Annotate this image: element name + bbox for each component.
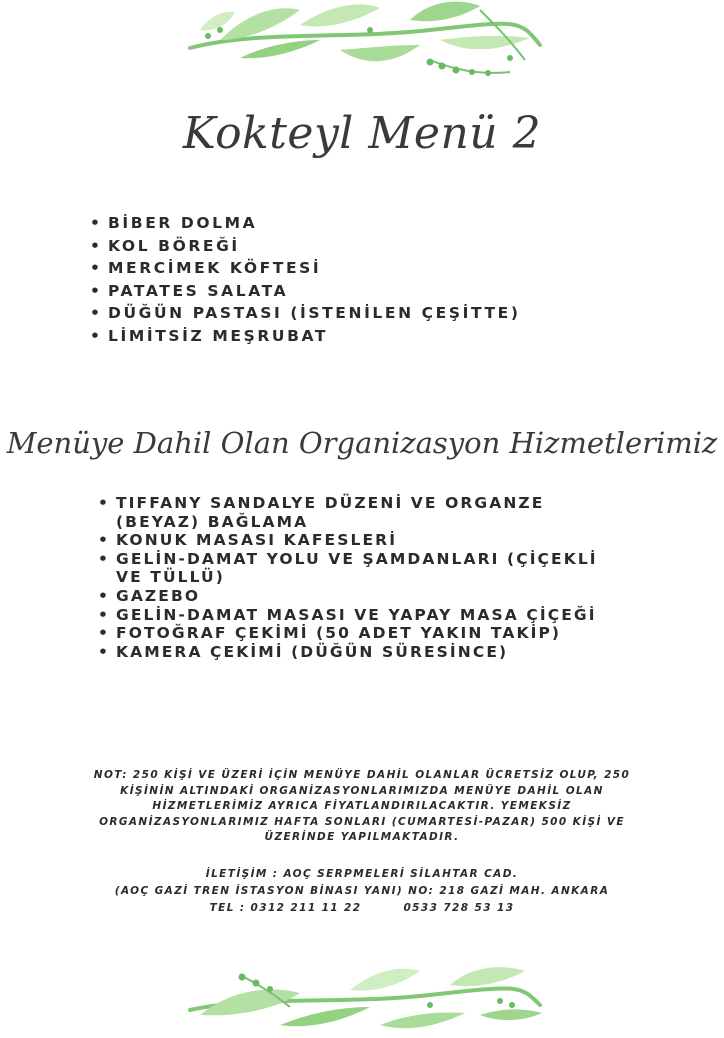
menu-item-list — [88, 212, 648, 347]
menu-item: • BİBER DOLMA — [88, 212, 648, 235]
service-item: • GAZEBO — [96, 587, 616, 606]
contact-address-line: İLETİŞİM : AOÇ SERPMELERİ SİLAHTAR CAD. — [205, 868, 519, 880]
service-item: • GELİN-DAMAT YOLU VE ŞAMDANLARI (ÇİÇEKLİ VE TÜLLÜ) — [96, 550, 616, 587]
menu-item: • PATATES SALATA — [88, 280, 648, 303]
bottom-leaf-garland-decoration — [180, 948, 550, 1038]
note-text: NOT: 250 KİŞİ VE ÜZERİ İÇİN MENÜYE DAHİL OLANLAR ÜCRETSİZ OLUP, 250 KİŞİNİN ALTINDAKİ ORGANİZASYONLARIMIZDA MENÜYE DAHİL OLAN HİZMETLERİMİZ AYRICA FİYATLANDIRILACAKTIR. YEMEKSİZ ORGANİZASYONLARIMIZ HAFTA SONLARI (CUMARTESİ-PAZAR) 500 KİŞİ VE ÜZERİNDE YAPILMAKTADIR. — [93, 769, 631, 844]
contact-address-detail: (AOÇ GAZİ TREN İSTASYON BİNASI YANI) NO: 218 GAZİ MAH. ANKARA — [114, 885, 610, 897]
page-title: Kokteyl Menü 2 — [182, 108, 542, 159]
services-heading: Menüye Dahil Olan Organizasyon Hizmetlerimiz — [6, 426, 718, 460]
service-item: • TIFFANY SANDALYE DÜZENİ VE ORGANZE (BEYAZ) BAĞLAMA — [96, 494, 616, 531]
service-item: • KAMERA ÇEKİMİ (DÜĞÜN SÜRESİNCE) — [96, 643, 616, 662]
contact-block — [72, 866, 652, 917]
service-item: • KONUK MASASI KAFESLERİ — [96, 531, 616, 550]
phone-primary: TEL : 0312 211 11 22 — [209, 902, 362, 914]
service-item: • GELİN-DAMAT MASASI VE YAPAY MASA ÇİÇEĞİ — [96, 606, 616, 625]
top-leaf-garland-decoration — [180, 0, 550, 90]
contact-phones — [72, 900, 652, 917]
menu-item: • KOL BÖREĞİ — [88, 235, 648, 258]
service-item: • FOTOĞRAF ÇEKİMİ (50 ADET YAKIN TAKİP) — [96, 624, 616, 643]
menu-item: • MERCİMEK KÖFTESİ — [88, 257, 648, 280]
menu-item: • LİMİTSİZ MEŞRUBAT — [88, 325, 648, 348]
phone-mobile: 0533 728 53 13 — [403, 902, 515, 914]
menu-item: • DÜĞÜN PASTASI (İSTENİLEN ÇEŞİTTE) — [88, 302, 648, 325]
services-list — [96, 494, 616, 661]
